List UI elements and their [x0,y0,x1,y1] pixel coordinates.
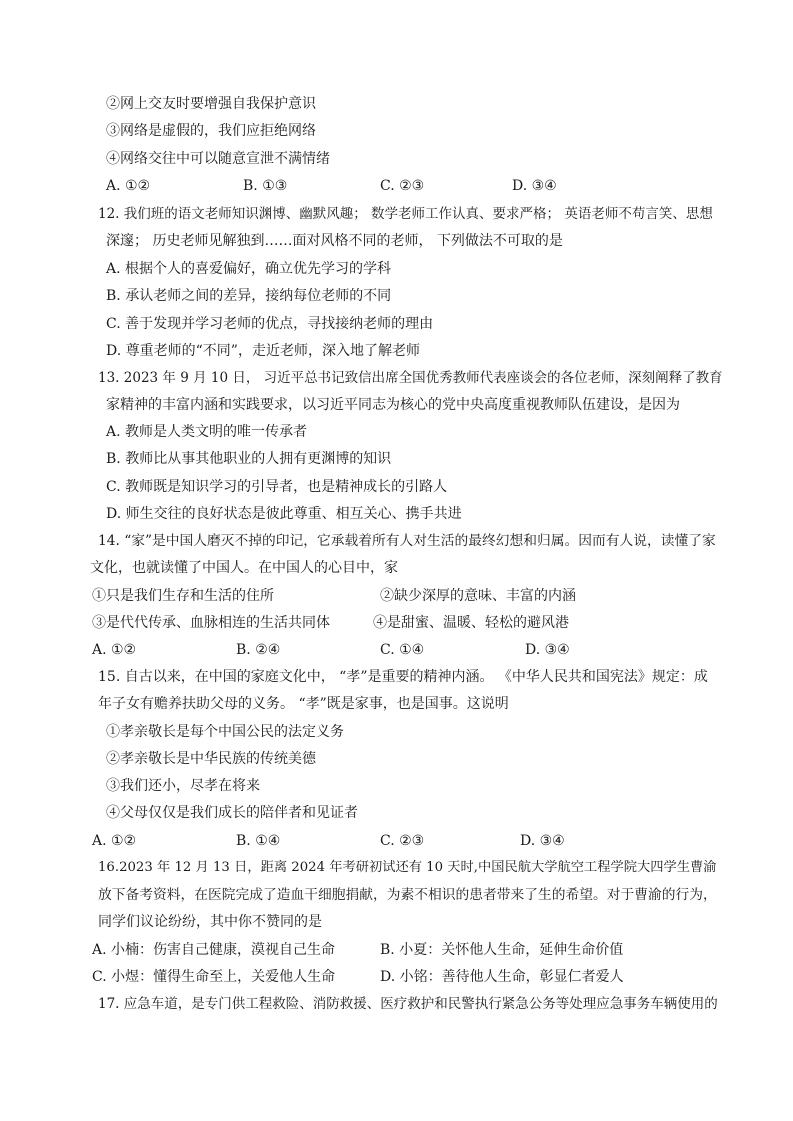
q12-stem-line-2: 深邃； 历史老师见解独到……面对风格不同的老师， 下列做法不可取的是 [106,233,563,249]
q14-stem-line-2: 文化，也就读懂了中国人。在中国人的心目中，家 [90,560,398,576]
q14-item-1: ①只是我们生存和生活的住所 [92,588,274,604]
q15-option-d: D. ③④ [520,833,565,849]
q15-stem-line-2: 年子女有赡养扶助父母的义务。 “孝”既是家事，也是国事。这说明 [98,696,509,712]
q15-item-2: ②孝亲敬长是中华民族的传统美德 [106,751,316,767]
q15-item-1: ①孝亲敬长是每个中国公民的法定义务 [106,724,344,740]
q16-option-d: D. 小铭：善待他人生命，彰显仁者爱人 [380,969,624,985]
q15-item-4: ④父母仅仅是我们成长的陪伴者和见证者 [106,805,358,821]
q12-option-d: D. 尊重老师的“不同”，走近老师，深入地了解老师 [106,343,420,359]
q13-stem-line-2: 家精神的丰富内涵和实践要求，以习近平同志为核心的党中央高度重视教师队伍建设，是因为 [106,397,680,413]
q13-option-a: A. 教师是人类文明的唯一传承者 [106,424,308,440]
q13-option-d: D. 师生交往的良好状态是彼此尊重、相互关心、携手共进 [106,506,462,522]
q14-option-c: C. ①④ [380,642,425,658]
q11-option-b: B. ①③ [243,178,288,194]
q15-item-3: ③我们还小，尽孝在将来 [106,778,260,794]
q12-option-a: A. 根据个人的喜爱偏好，确立优先学习的学科 [106,261,392,277]
q13-option-b: B. 教师比从事其他职业的人拥有更渊博的知识 [106,451,392,467]
q11-option-d: D. ③④ [512,178,557,194]
q12-option-c: C. 善于发现并学习老师的优点，寻找接纳老师的理由 [106,316,434,332]
q16-option-b: B. 小夏：关怀他人生命，延伸生命价值 [380,942,624,958]
q13-option-c: C. 教师既是知识学习的引导者，也是精神成长的引路人 [106,479,448,495]
q12-stem-line-1: 12. 我们班的语文老师知识渊博、幽默风趣； 数学老师工作认真、要求严格； 英语老师不苟言笑、思想 [98,206,713,222]
q16-stem-line-3: 同学们议论纷纷，其中你不赞同的是 [98,914,322,930]
q15-option-a: A. ①② [92,833,137,849]
q15-option-b: B. ①④ [236,833,281,849]
q15-option-c: C. ②③ [380,833,425,849]
q14-option-a: A. ①② [92,642,137,658]
q14-stem-line-1: 14. “家”是中国人磨灭不掉的印记，它承载着所有人对生活的最终幻想和归属。因而有人说，读懂了家 [98,533,716,549]
q17-stem-line-1: 17. 应急车道，是专门供工程救险、消防救援、医疗救护和民警执行紧急公务等处理应急事务车辆使用的 [98,996,718,1012]
q14-option-d: D. ③④ [525,642,570,658]
q14-item-2: ②缺少深厚的意味、丰富的内涵 [380,588,576,604]
q14-option-b: B. ②④ [236,642,281,658]
q11-option-c: C. ②③ [380,178,425,194]
q11-item-4: ④网络交往中可以随意宣泄不满情绪 [106,151,330,167]
q14-item-4: ④是甜蜜、温暖、轻松的避风港 [373,615,569,631]
q16-option-c: C. 小煜：懂得生命至上，关爱他人生命 [92,969,336,985]
q12-option-b: B. 承认老师之间的差异，接纳每位老师的不同 [106,288,392,304]
q14-item-3: ③是代代传承、血脉相连的生活共同体 [92,615,330,631]
q11-item-3: ③网络是虚假的，我们应拒绝网络 [106,123,316,139]
q11-option-a: A. ①② [106,178,151,194]
q15-stem-line-1: 15. 自古以来，在中国的家庭文化中， “孝”是重要的精神内涵。 《中华人民共和国宪法》规定：成 [98,669,708,685]
q13-stem-line-1: 13. 2023 年 9 月 10 日， 习近平总书记致信出席全国优秀教师代表座谈会的各位老师，深刻阐释了教育 [98,370,723,386]
q16-stem-line-1: 16.2023 年 12 月 13 日，距离 2024 年考研初试还有 10 天时,中国民航大学航空工程学院大四学生曹渝 [98,860,717,875]
q16-option-a: A. 小楠：伤害自己健康，漠视自己生命 [92,942,336,958]
q11-item-2: ②网上交友时要增强自我保护意识 [106,96,316,112]
q16-stem-line-2: 放下备考资料，在医院完成了造血干细胞捐献，为素不相识的患者带来了生的希望。对于曹渝的行为， [98,887,717,903]
